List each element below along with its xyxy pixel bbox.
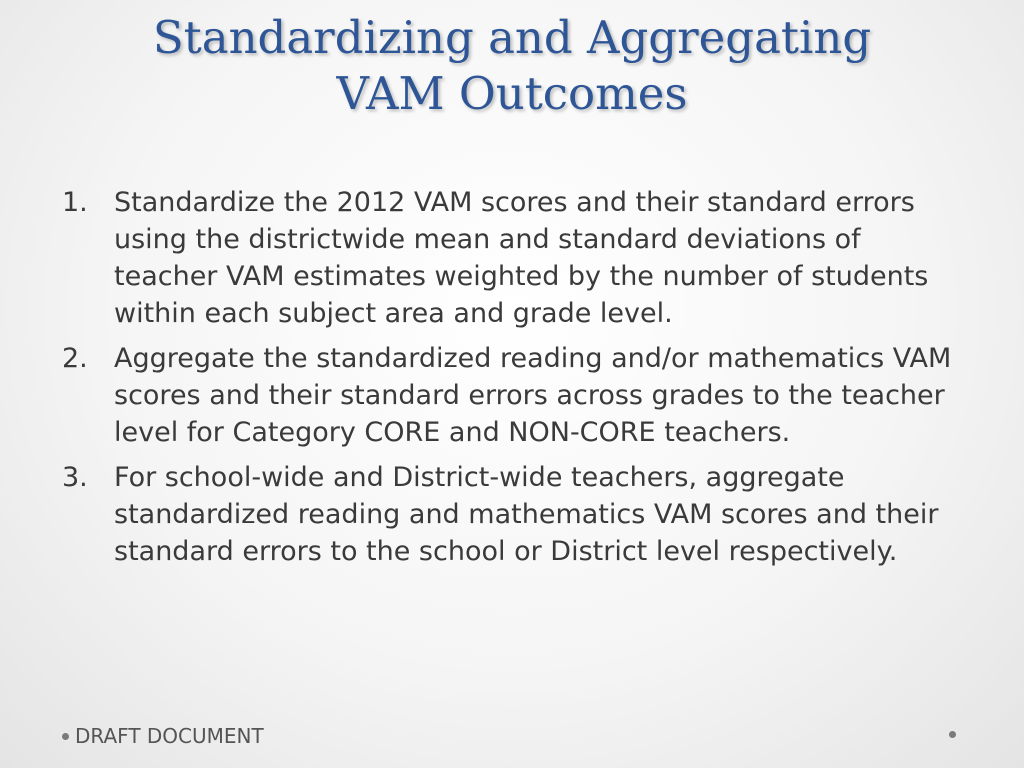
slide-title-line-2: VAM Outcomes bbox=[336, 67, 688, 120]
slide-number-dot-icon bbox=[949, 731, 956, 738]
step-text: For school-wide and District-wide teachers, aggregate standardized reading and mathematics VAM scores and their standard errors to the school or District level respectively. bbox=[114, 462, 939, 567]
step-item bbox=[62, 459, 962, 570]
step-item bbox=[62, 340, 962, 451]
steps-list bbox=[62, 184, 962, 578]
step-text: Aggregate the standardized reading and/or mathematics VAM scores and their standard errors across grades to the teacher level for Category CORE and NON-CORE teachers. bbox=[114, 343, 952, 448]
step-number: 2. bbox=[62, 343, 88, 374]
slide-title-line-1: Standardizing and Aggregating bbox=[152, 11, 872, 64]
footer bbox=[62, 724, 264, 748]
step-text: Standardize the 2012 VAM scores and their standard errors using the districtwide mean and standard deviations of teacher VAM estimates weighted by the number of students within each subject area and grade level. bbox=[114, 187, 929, 329]
footer-label: DRAFT DOCUMENT bbox=[75, 724, 264, 748]
step-item bbox=[62, 184, 962, 332]
step-number: 3. bbox=[62, 462, 88, 493]
slide-title bbox=[40, 10, 984, 122]
bullet-dot-icon bbox=[62, 733, 69, 740]
step-number: 1. bbox=[62, 187, 88, 218]
